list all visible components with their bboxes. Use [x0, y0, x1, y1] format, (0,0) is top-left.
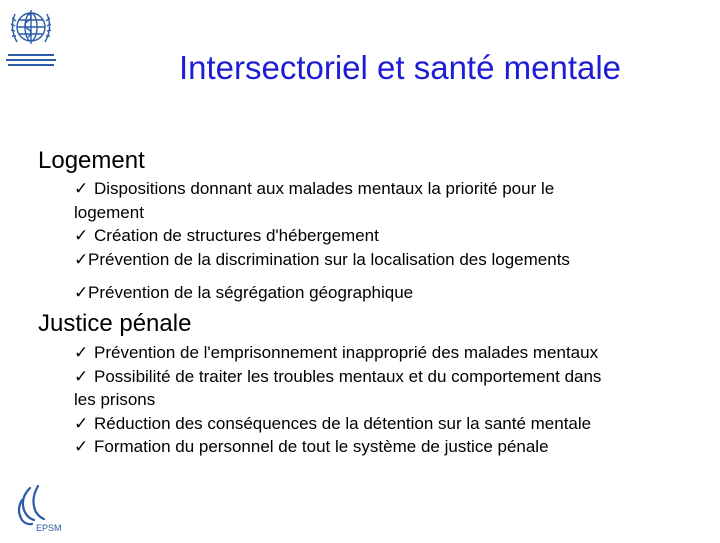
section-heading-justice-penale: Justice pénale — [38, 310, 192, 337]
list-item-text-continued: logement — [74, 202, 144, 222]
list-item-text: Dispositions donnant aux malades mentaux la priorité pour le — [94, 179, 555, 198]
list-item-text: Prévention de l'emprisonnement inapproprié des malades mentaux — [94, 343, 599, 362]
list-item-text-continued: les prisons — [74, 390, 156, 409]
list-item-text: Prévention de la discrimination sur la localisation des logements — [88, 249, 570, 269]
logement-list — [74, 177, 714, 305]
list-item — [74, 435, 714, 459]
epsm-logo — [8, 484, 70, 538]
checkmark-icon: ✓ — [74, 413, 89, 433]
checkmark-icon: ✓ — [74, 366, 89, 386]
slide-title: Intersectoriel et santé mentale — [178, 49, 622, 86]
checkmark-icon: ✓ — [74, 226, 89, 245]
checkmark-icon: ✓ — [74, 249, 89, 269]
list-item — [74, 281, 714, 305]
list-item-text: Réduction des conséquences de la détention sur la santé mentale — [94, 413, 592, 433]
list-item — [74, 224, 714, 248]
list-item — [74, 177, 714, 224]
justice-list — [74, 341, 714, 459]
list-item-text: Prévention de la ségrégation géographique — [88, 283, 414, 302]
list-item — [74, 248, 714, 272]
list-item-text: Formation du personnel de tout le système de justice pénale — [94, 437, 549, 456]
checkmark-icon: ✓ — [74, 437, 89, 456]
checkmark-icon: ✓ — [74, 343, 89, 362]
checkmark-icon: ✓ — [74, 283, 89, 302]
list-item — [74, 412, 714, 436]
checkmark-icon: ✓ — [74, 179, 89, 198]
section-heading-logement: Logement — [38, 147, 145, 174]
list-item — [74, 365, 714, 412]
list-item — [74, 341, 714, 365]
list-item-text: Création de structures d'hébergement — [94, 226, 379, 245]
list-item-text: Possibilité de traiter les troubles mentaux et du comportement dans — [94, 366, 602, 386]
epsm-logo-text: EPSM — [36, 523, 62, 533]
